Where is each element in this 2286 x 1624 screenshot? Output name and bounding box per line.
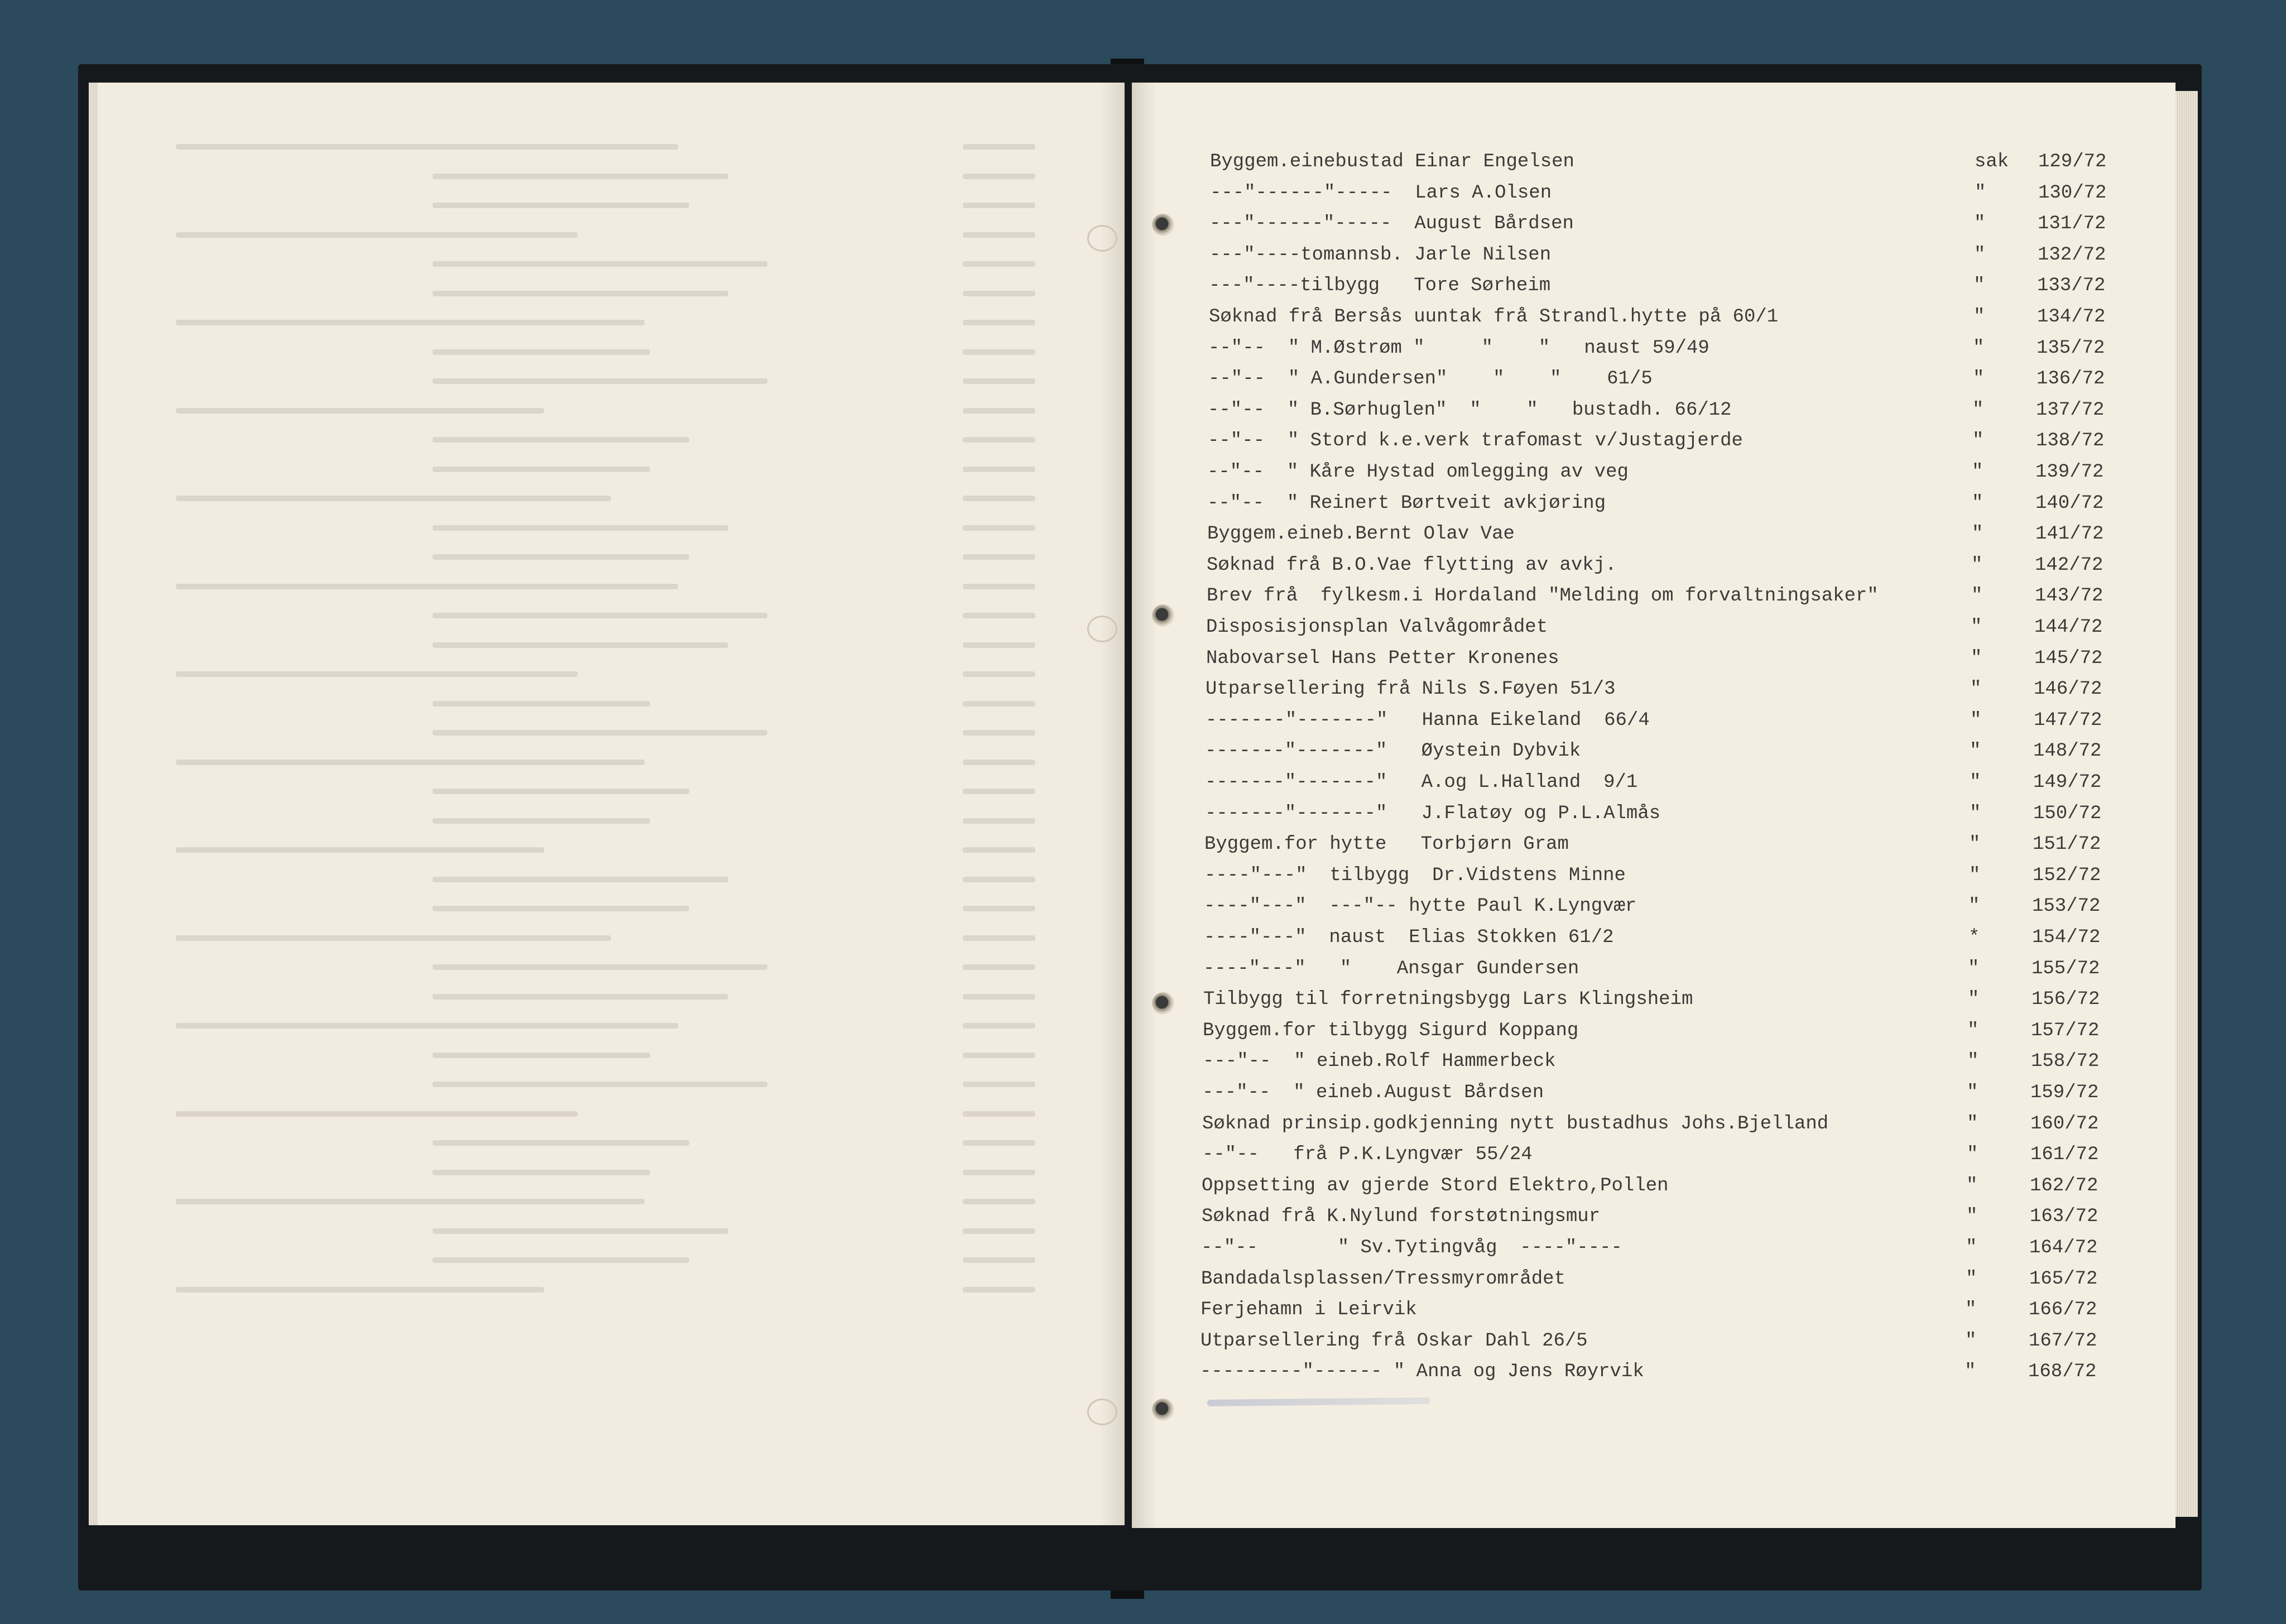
entry-case-number: 136/72 bbox=[2037, 368, 2105, 390]
entry-ditto-mark: " bbox=[1967, 1051, 1979, 1073]
entry-description: --"-- " B.Sørhuglen" " " bustadh. 66/12 bbox=[1208, 399, 1732, 421]
bleed-through-number bbox=[963, 642, 1035, 648]
entry-ditto-mark: " bbox=[1966, 1206, 1978, 1228]
entry-description: -------"-------" J.Flatøy og P.L.Almås bbox=[1205, 803, 1661, 824]
entry-case-number: 129/72 bbox=[2038, 151, 2107, 172]
register-row bbox=[1132, 1330, 2175, 1352]
bleed-through-line bbox=[176, 671, 578, 677]
entry-case-number: 162/72 bbox=[2030, 1175, 2098, 1197]
bleed-through-number bbox=[963, 291, 1035, 296]
entry-case-number: 161/72 bbox=[2030, 1144, 2099, 1166]
bleed-through-line bbox=[433, 964, 767, 970]
register-row bbox=[1132, 709, 2175, 732]
register-row bbox=[1132, 523, 2175, 545]
entry-description: Søknad frå K.Nylund forstøtningsmur bbox=[1202, 1206, 1601, 1228]
bleed-through-number bbox=[963, 320, 1035, 325]
entry-ditto-mark: " bbox=[1970, 803, 1981, 824]
bleed-through-number bbox=[963, 261, 1035, 267]
entry-ditto-mark: " bbox=[1971, 585, 1983, 607]
bleed-through-number bbox=[963, 1111, 1035, 1117]
register-row bbox=[1132, 554, 2175, 576]
entry-description: Søknad frå B.O.Vae flytting av avkj. bbox=[1207, 554, 1617, 576]
bleed-through-number bbox=[963, 1140, 1035, 1146]
punch-hole-ghost bbox=[1087, 1399, 1117, 1425]
entry-ditto-mark: " bbox=[1972, 523, 1984, 545]
entry-ditto-mark: " bbox=[1967, 1020, 1979, 1041]
entry-description: Søknad prinsip.godkjenning nytt bustadhus Johs.Bjelland bbox=[1202, 1113, 1829, 1135]
bleed-through-number bbox=[963, 1053, 1035, 1058]
entry-case-number: 135/72 bbox=[2037, 337, 2105, 359]
entry-ditto-mark: " bbox=[1973, 337, 1985, 359]
bleed-through-number bbox=[963, 496, 1035, 501]
bleed-through-line bbox=[176, 144, 678, 150]
register-row bbox=[1132, 647, 2175, 670]
entry-case-number: 130/72 bbox=[2038, 182, 2107, 204]
bleed-through-number bbox=[963, 437, 1035, 443]
register-row bbox=[1132, 616, 2175, 638]
entry-case-number: 146/72 bbox=[2034, 679, 2102, 700]
entry-ditto-mark: " bbox=[1966, 1175, 1978, 1197]
entry-case-number: 151/72 bbox=[2033, 834, 2101, 856]
entry-description: -------"-------" Hanna Eikeland 66/4 bbox=[1206, 709, 1650, 731]
bleed-through-number bbox=[963, 964, 1035, 970]
register-entries bbox=[1132, 83, 2175, 1528]
entry-ditto-mark: " bbox=[1968, 958, 1980, 979]
register-row bbox=[1132, 803, 2175, 825]
entry-case-number: 147/72 bbox=[2034, 709, 2102, 731]
bleed-through-line bbox=[433, 349, 650, 355]
bleed-through-line bbox=[176, 232, 578, 238]
register-row bbox=[1132, 1113, 2175, 1135]
bleed-through-line bbox=[176, 935, 611, 941]
bleed-through-line bbox=[176, 760, 645, 765]
entry-ditto-mark: " bbox=[1965, 1299, 1977, 1321]
bleed-through-number bbox=[963, 1228, 1035, 1234]
bleed-through-number bbox=[963, 847, 1035, 853]
entry-description: ---"-- " eineb.Rolf Hammerbeck bbox=[1203, 1051, 1556, 1073]
entry-case-number: 148/72 bbox=[2033, 741, 2102, 762]
entry-sak-label: sak bbox=[1975, 151, 2009, 172]
entry-ditto-mark: " bbox=[1973, 275, 1985, 297]
entry-description: --"-- " A.Gundersen" " " 61/5 bbox=[1208, 368, 1653, 390]
bleed-through-line bbox=[176, 496, 611, 501]
bleed-through-line bbox=[176, 1023, 678, 1029]
bleed-through-line bbox=[176, 1287, 544, 1293]
entry-description: ---"----tomannsb. Jarle Nilsen bbox=[1209, 244, 1552, 266]
bleed-through-line bbox=[433, 1053, 650, 1058]
punch-hole-ghost bbox=[1087, 225, 1117, 252]
register-row bbox=[1132, 678, 2175, 700]
bleed-through-line bbox=[433, 613, 767, 618]
entry-ditto-mark: " bbox=[1971, 617, 1982, 638]
right-page bbox=[1132, 83, 2175, 1528]
entry-case-number: 131/72 bbox=[2038, 213, 2106, 235]
register-row bbox=[1132, 864, 2175, 887]
entry-description: ----"---" tilbygg Dr.Vidstens Minne bbox=[1204, 864, 1626, 886]
register-row bbox=[1132, 1175, 2175, 1197]
entry-ditto-mark: " bbox=[1967, 1113, 1978, 1135]
entry-case-number: 152/72 bbox=[2033, 864, 2101, 886]
entry-ditto-mark: " bbox=[1973, 306, 1985, 328]
bleed-through-line bbox=[433, 378, 767, 384]
entry-description: ----"---" " Ansgar Gundersen bbox=[1203, 958, 1579, 979]
register-row bbox=[1132, 926, 2175, 949]
register-row bbox=[1132, 337, 2175, 359]
entry-ditto-mark: " bbox=[1971, 554, 1983, 576]
register-row bbox=[1132, 895, 2175, 917]
entry-ditto-mark: " bbox=[1970, 772, 1981, 793]
entry-case-number: 133/72 bbox=[2037, 275, 2106, 297]
entry-ditto-mark: " bbox=[1975, 182, 1986, 204]
bleed-through-number bbox=[963, 1082, 1035, 1087]
bleed-through-line bbox=[176, 847, 544, 853]
entry-case-number: 160/72 bbox=[2030, 1113, 2099, 1135]
bleed-through-number bbox=[963, 203, 1035, 208]
entry-description: Disposisjonsplan Valvågområdet bbox=[1206, 617, 1548, 638]
entry-ditto-mark: " bbox=[1970, 709, 1982, 731]
entry-description: Byggem.for hytte Torbjørn Gram bbox=[1204, 834, 1569, 856]
entry-description: Utparsellering frå Oskar Dahl 26/5 bbox=[1200, 1330, 1588, 1352]
entry-case-number: 156/72 bbox=[2032, 989, 2100, 1011]
bleed-through-number bbox=[963, 994, 1035, 1000]
bleed-through-line bbox=[433, 525, 728, 531]
entry-case-number: 144/72 bbox=[2034, 617, 2103, 638]
entry-case-number: 138/72 bbox=[2036, 430, 2105, 452]
register-row bbox=[1132, 740, 2175, 762]
entry-ditto-mark: " bbox=[1968, 896, 1980, 917]
entry-case-number: 166/72 bbox=[2029, 1299, 2097, 1321]
entry-case-number: 168/72 bbox=[2028, 1361, 2097, 1383]
entry-ditto-mark: " bbox=[1971, 647, 1982, 669]
bleed-through-line bbox=[176, 1199, 645, 1204]
register-row bbox=[1132, 1205, 2175, 1228]
register-row bbox=[1132, 244, 2175, 266]
entry-description: ---"-- " eineb.August Bårdsen bbox=[1202, 1082, 1544, 1103]
register-row bbox=[1132, 151, 2175, 173]
register-row bbox=[1132, 1299, 2175, 1321]
bleed-through-line bbox=[433, 701, 650, 707]
left-page-edge bbox=[89, 83, 98, 1525]
entry-description: --"-- frå P.K.Lyngvær 55/24 bbox=[1202, 1144, 1533, 1166]
bleed-through-number bbox=[963, 760, 1035, 765]
register-row bbox=[1132, 461, 2175, 483]
bleed-through-text bbox=[98, 83, 1125, 1525]
bleed-through-line bbox=[433, 789, 689, 794]
bleed-through-number bbox=[963, 144, 1035, 150]
bleed-through-number bbox=[963, 671, 1035, 677]
entry-case-number: 158/72 bbox=[2031, 1051, 2100, 1073]
bleed-through-line bbox=[176, 408, 544, 414]
bleed-through-line bbox=[433, 1228, 728, 1234]
entry-case-number: 145/72 bbox=[2034, 647, 2103, 669]
bleed-through-number bbox=[963, 584, 1035, 589]
entry-case-number: 141/72 bbox=[2035, 523, 2104, 545]
bleed-through-number bbox=[963, 1199, 1035, 1204]
register-row bbox=[1132, 306, 2175, 328]
entry-ditto-mark: " bbox=[1970, 741, 1981, 762]
register-row bbox=[1132, 958, 2175, 980]
bleed-through-line bbox=[433, 730, 767, 736]
entry-ditto-mark: " bbox=[1972, 492, 1984, 514]
entry-description: ----"---" ---"-- hytte Paul K.Lyngvær bbox=[1204, 896, 1637, 917]
register-row bbox=[1132, 771, 2175, 794]
entry-case-number: 165/72 bbox=[2029, 1268, 2098, 1290]
bleed-through-number bbox=[963, 818, 1035, 824]
register-row bbox=[1132, 368, 2175, 390]
bleed-through-line bbox=[433, 554, 689, 560]
entry-case-number: 155/72 bbox=[2032, 958, 2100, 979]
bleed-through-line bbox=[433, 291, 728, 296]
entry-case-number: 142/72 bbox=[2035, 554, 2103, 576]
register-row bbox=[1132, 1237, 2175, 1259]
bleed-through-number bbox=[963, 935, 1035, 941]
entry-description: --"-- " Stord k.e.verk trafomast v/Justagjerde bbox=[1208, 430, 1743, 452]
entry-case-number: 137/72 bbox=[2036, 399, 2105, 421]
entry-case-number: 164/72 bbox=[2029, 1237, 2098, 1258]
bleed-through-number bbox=[963, 1257, 1035, 1263]
bleed-through-line bbox=[176, 320, 645, 325]
bleed-through-line bbox=[433, 818, 650, 824]
entry-case-number: 153/72 bbox=[2032, 896, 2101, 917]
register-row bbox=[1132, 430, 2175, 452]
entry-case-number: 143/72 bbox=[2035, 585, 2103, 607]
entry-description: Byggem.eineb.Bernt Olav Vae bbox=[1207, 523, 1515, 545]
bleed-through-number bbox=[963, 613, 1035, 618]
bleed-through-number bbox=[963, 408, 1035, 414]
register-row bbox=[1132, 988, 2175, 1011]
entry-case-number: 167/72 bbox=[2029, 1330, 2097, 1352]
register-row bbox=[1132, 833, 2175, 856]
entry-ditto-mark: " bbox=[1969, 834, 1981, 856]
bleed-through-number bbox=[963, 730, 1035, 736]
bleed-through-line bbox=[433, 437, 689, 443]
register-row bbox=[1132, 213, 2175, 235]
entry-ditto-mark: * bbox=[1968, 927, 1980, 948]
register-row bbox=[1132, 182, 2175, 204]
entry-case-number: 159/72 bbox=[2030, 1082, 2099, 1103]
bleed-through-line bbox=[176, 1111, 578, 1117]
entry-case-number: 134/72 bbox=[2037, 306, 2106, 328]
entry-description: --"-- " M.Østrøm " " " naust 59/49 bbox=[1208, 337, 1709, 359]
bleed-through-number bbox=[963, 378, 1035, 384]
register-row bbox=[1132, 1143, 2175, 1166]
left-page bbox=[98, 83, 1125, 1525]
bleed-through-line bbox=[433, 994, 728, 1000]
entry-ditto-mark: " bbox=[1966, 1237, 1977, 1258]
bleed-through-number bbox=[963, 877, 1035, 882]
entry-case-number: 140/72 bbox=[2035, 492, 2104, 514]
register-row bbox=[1132, 1268, 2175, 1290]
entry-description: Ferjehamn i Leirvik bbox=[1200, 1299, 1417, 1321]
entry-case-number: 149/72 bbox=[2033, 772, 2102, 793]
bleed-through-number bbox=[963, 232, 1035, 238]
entry-ditto-mark: " bbox=[1968, 989, 1980, 1011]
entry-ditto-mark: " bbox=[1969, 864, 1981, 886]
bleed-through-number bbox=[963, 1023, 1035, 1029]
entry-description: Brev frå fylkesm.i Hordaland "Melding om forvaltningsaker" bbox=[1207, 585, 1879, 607]
register-row bbox=[1132, 1361, 2175, 1383]
register-row bbox=[1132, 1082, 2175, 1104]
entry-description: ---------"------ " Anna og Jens Røyrvik bbox=[1200, 1361, 1644, 1383]
register-row bbox=[1132, 1050, 2175, 1073]
entry-case-number: 132/72 bbox=[2038, 244, 2106, 266]
entry-ditto-mark: " bbox=[1974, 213, 1986, 235]
entry-ditto-mark: " bbox=[1970, 679, 1982, 700]
entry-description: -------"-------" Øystein Dybvik bbox=[1205, 741, 1581, 762]
bleed-through-number bbox=[963, 906, 1035, 911]
punch-hole-ghost bbox=[1087, 616, 1117, 642]
entry-description: ---"------"----- Lars A.Olsen bbox=[1210, 182, 1552, 204]
entry-ditto-mark: " bbox=[1974, 244, 1986, 266]
entry-case-number: 150/72 bbox=[2033, 803, 2102, 824]
entry-ditto-mark: " bbox=[1965, 1330, 1977, 1352]
entry-description: Tilbygg til forretningsbygg Lars Klingsheim bbox=[1203, 989, 1693, 1011]
entry-description: ----"---" naust Elias Stokken 61/2 bbox=[1204, 927, 1614, 948]
bleed-through-number bbox=[963, 1170, 1035, 1175]
entry-description: ---"----tilbygg Tore Sørheim bbox=[1209, 275, 1551, 297]
bleed-through-line bbox=[433, 1257, 689, 1263]
bleed-through-number bbox=[963, 525, 1035, 531]
register-row bbox=[1132, 399, 2175, 421]
entry-case-number: 163/72 bbox=[2030, 1206, 2098, 1228]
entry-description: Utparsellering frå Nils S.Føyen 51/3 bbox=[1206, 679, 1616, 700]
bleed-through-line bbox=[433, 203, 689, 208]
bleed-through-line bbox=[433, 1170, 650, 1175]
bleed-through-line bbox=[433, 1082, 767, 1087]
bleed-through-line bbox=[433, 642, 728, 648]
bleed-through-number bbox=[963, 1287, 1035, 1293]
register-row bbox=[1132, 275, 2175, 297]
bleed-through-line bbox=[433, 877, 728, 882]
entry-ditto-mark: " bbox=[1973, 368, 1985, 390]
entry-description: Byggem.einebustad Einar Engelsen bbox=[1210, 151, 1574, 172]
entry-description: --"-- " Reinert Børtveit avkjøring bbox=[1207, 492, 1606, 514]
entry-ditto-mark: " bbox=[1972, 430, 1984, 452]
entry-description: --"-- " Sv.Tytingvåg ----"---- bbox=[1201, 1237, 1622, 1258]
entry-case-number: 139/72 bbox=[2035, 462, 2104, 483]
entry-ditto-mark: " bbox=[1967, 1144, 1978, 1166]
entry-ditto-mark: " bbox=[1966, 1268, 1977, 1290]
entry-ditto-mark: " bbox=[1965, 1361, 1976, 1383]
bleed-through-number bbox=[963, 701, 1035, 707]
bleed-through-number bbox=[963, 174, 1035, 179]
entry-description: Bandadalsplassen/Tressmyrområdet bbox=[1201, 1268, 1565, 1290]
bleed-through-line bbox=[176, 584, 678, 589]
entry-description: ---"------"----- August Bårdsen bbox=[1209, 213, 1574, 235]
entry-description: -------"-------" A.og L.Halland 9/1 bbox=[1205, 772, 1638, 793]
register-row bbox=[1132, 585, 2175, 607]
entry-case-number: 154/72 bbox=[2032, 927, 2101, 948]
bleed-through-number bbox=[963, 554, 1035, 560]
bleed-through-line bbox=[433, 906, 689, 911]
entry-description: Søknad frå Bersås uuntak frå Strandl.hytte på 60/1 bbox=[1209, 306, 1779, 328]
entry-description: Byggem.for tilbygg Sigurd Koppang bbox=[1203, 1020, 1579, 1041]
right-page-edge bbox=[2175, 91, 2198, 1517]
bleed-through-line bbox=[433, 1140, 689, 1146]
entry-description: Oppsetting av gjerde Stord Elektro,Pollen bbox=[1202, 1175, 1669, 1197]
entry-case-number: 157/72 bbox=[2031, 1020, 2100, 1041]
register-row bbox=[1132, 1020, 2175, 1042]
entry-description: Nabovarsel Hans Petter Kronenes bbox=[1206, 647, 1559, 669]
entry-ditto-mark: " bbox=[1972, 399, 1984, 421]
register-row bbox=[1132, 492, 2175, 515]
entry-description: --"-- " Kåre Hystad omlegging av veg bbox=[1207, 462, 1629, 483]
bleed-through-line bbox=[433, 174, 728, 179]
bleed-through-line bbox=[433, 261, 767, 267]
entry-ditto-mark: " bbox=[1972, 462, 1984, 483]
entry-ditto-mark: " bbox=[1967, 1082, 1978, 1103]
bleed-through-line bbox=[433, 467, 650, 472]
bleed-through-number bbox=[963, 349, 1035, 355]
bleed-through-number bbox=[963, 789, 1035, 794]
bleed-through-number bbox=[963, 467, 1035, 472]
